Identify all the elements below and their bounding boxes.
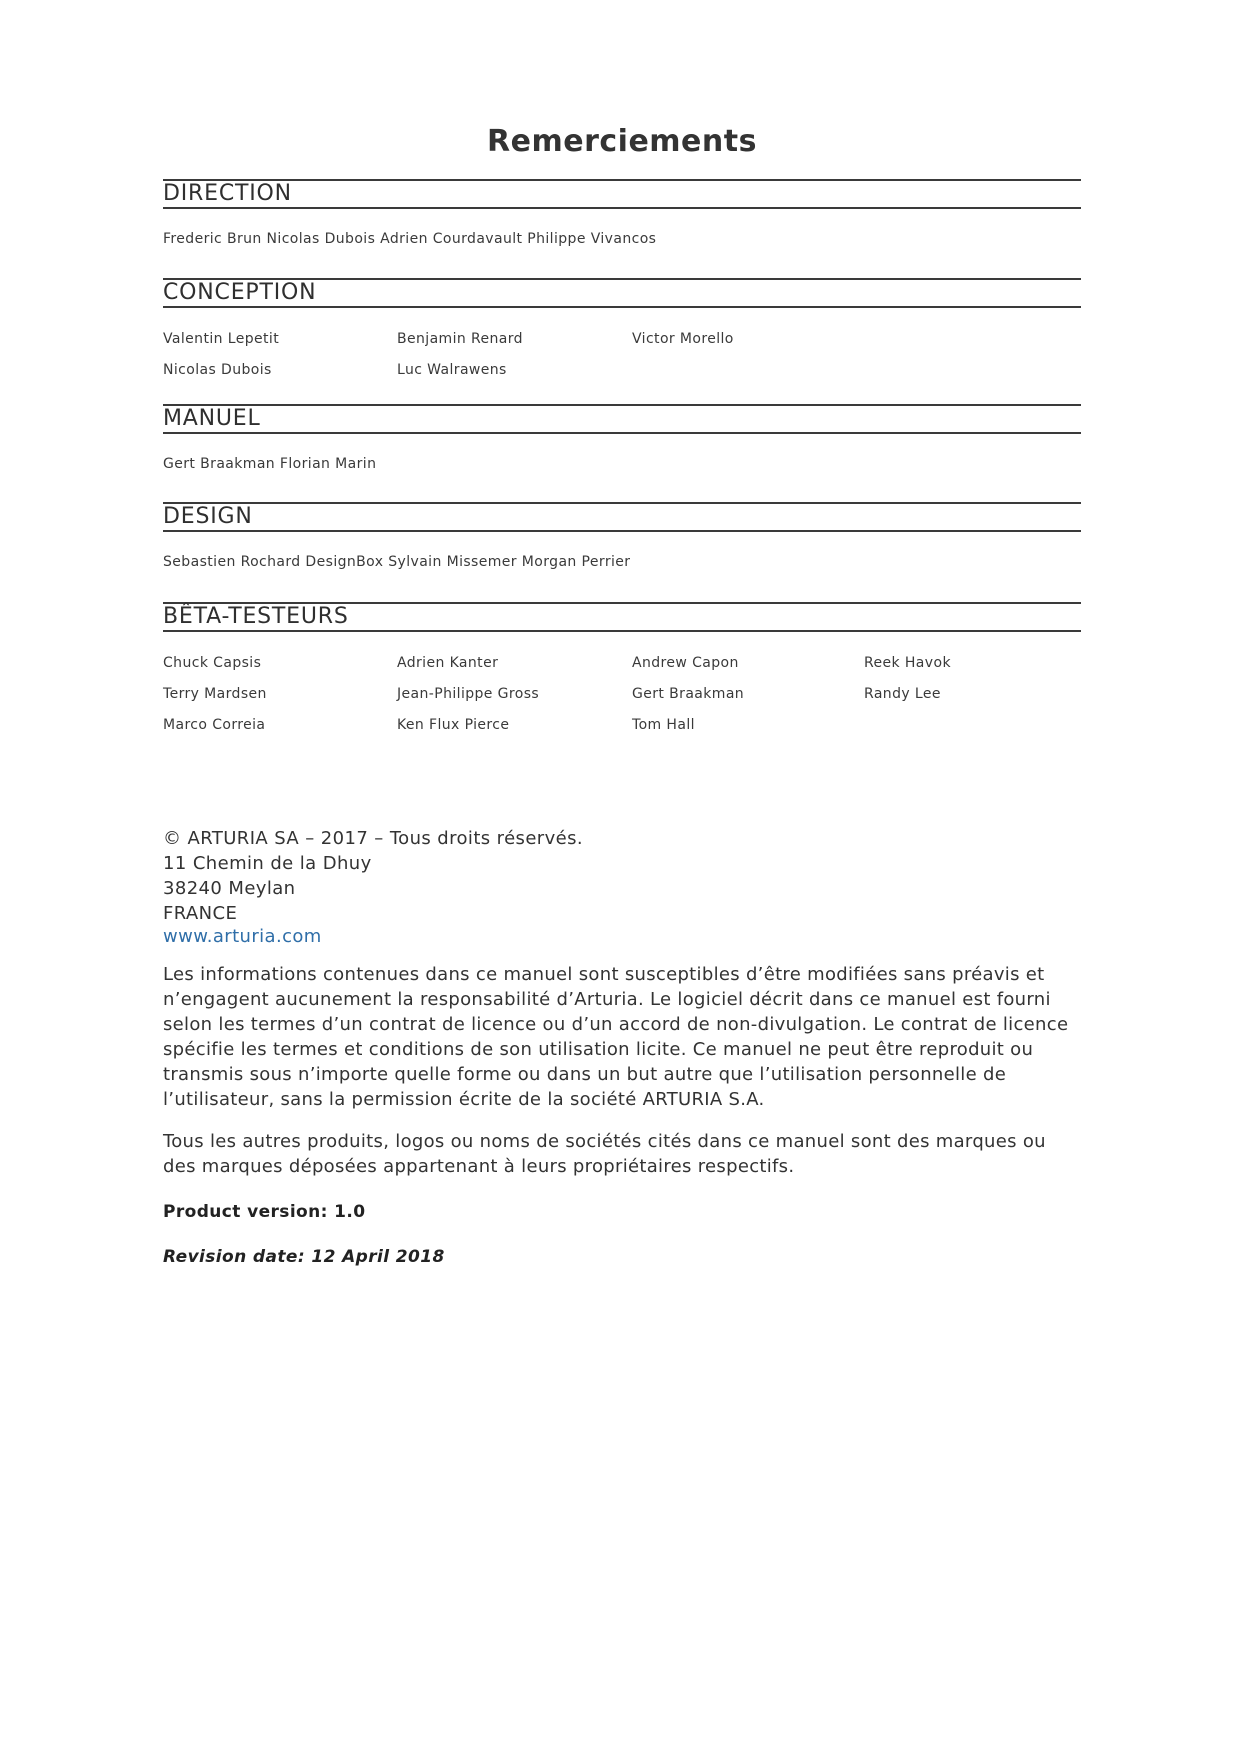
website-link[interactable]: www.arturia.com [163,926,322,947]
name-item [864,361,1081,379]
section-direction [163,179,1081,247]
name-item [632,361,864,379]
address-street: 11 Chemin de la Dhuy [163,853,372,874]
section-heading: DIRECTION [163,179,1081,209]
address-country: FRANCE [163,903,238,924]
names-list: Sebastien Rochard DesignBox Sylvain Missemer Morgan Perrier [163,554,631,570]
section-heading: BÊTA-TESTEURS [163,602,1081,632]
name-item [864,716,1081,734]
section-heading: MANUEL [163,404,1081,434]
section-heading: DESIGN [163,502,1081,532]
copyright-line: © ARTURIA SA – 2017 – Tous droits réservés. [163,828,584,849]
name-item: Adrien Kanter [397,655,499,671]
page-title: Remerciements [487,124,757,159]
names-list: Gert Braakman Florian Marin [163,456,377,472]
name-item: Terry Mardsen [163,686,267,702]
name-item: Marco Correia [163,717,266,733]
name-item: Tom Hall [632,717,695,733]
name-item: Randy Lee [864,686,941,702]
names-grid [163,654,1081,734]
address-city: 38240 Meylan [163,878,296,899]
section-manuel [163,404,1081,472]
name-item [864,330,1081,348]
name-item: Benjamin Renard [397,331,523,347]
name-item: Gert Braakman [632,686,745,702]
product-version: Product version: 1.0 [163,1202,366,1222]
name-item: Victor Morello [632,331,734,347]
name-item: Luc Walrawens [397,362,507,378]
trademark-paragraph: Tous les autres produits, logos ou noms de sociétés cités dans ce manuel sont des marques ou des marques déposées appartenant à leurs propriétaires respectifs. [163,1131,1046,1177]
section-heading: CONCEPTION [163,278,1081,308]
names-list: Frederic Brun Nicolas Dubois Adrien Courdavault Philippe Vivancos [163,231,657,247]
revision-date: Revision date: 12 April 2018 [163,1247,445,1267]
legal-paragraph: Les informations contenues dans ce manuel sont susceptibles d’être modifiées sans préavis et n’engagent aucunement la responsabilité d’Arturia. Le logiciel décrit dans ce manuel est fourni selon les termes d’un contrat de licence ou d’un accord de non-divulgation. Le contrat de licence spécifie les termes et conditions de son utilisation licite. Ce manuel ne peut être reproduit ou transmis sous n’importe quelle forme ou dans un but autre que l’utilisation personnelle de l’utilisateur, sans la permission écrite de la société ARTURIA S.A. [163,964,1069,1110]
name-item: Valentin Lepetit [163,331,280,347]
company-address [163,826,583,948]
section-design [163,502,1081,570]
section-conception [163,278,1081,379]
names-grid [163,330,1081,379]
name-item: Jean-Philippe Gross [397,686,540,702]
name-item: Chuck Capsis [163,655,262,671]
name-item: Reek Havok [864,655,951,671]
section-beta-testeurs [163,602,1081,734]
name-item: Nicolas Dubois [163,362,272,378]
name-item: Ken Flux Pierce [397,717,510,733]
name-item: Andrew Capon [632,655,739,671]
